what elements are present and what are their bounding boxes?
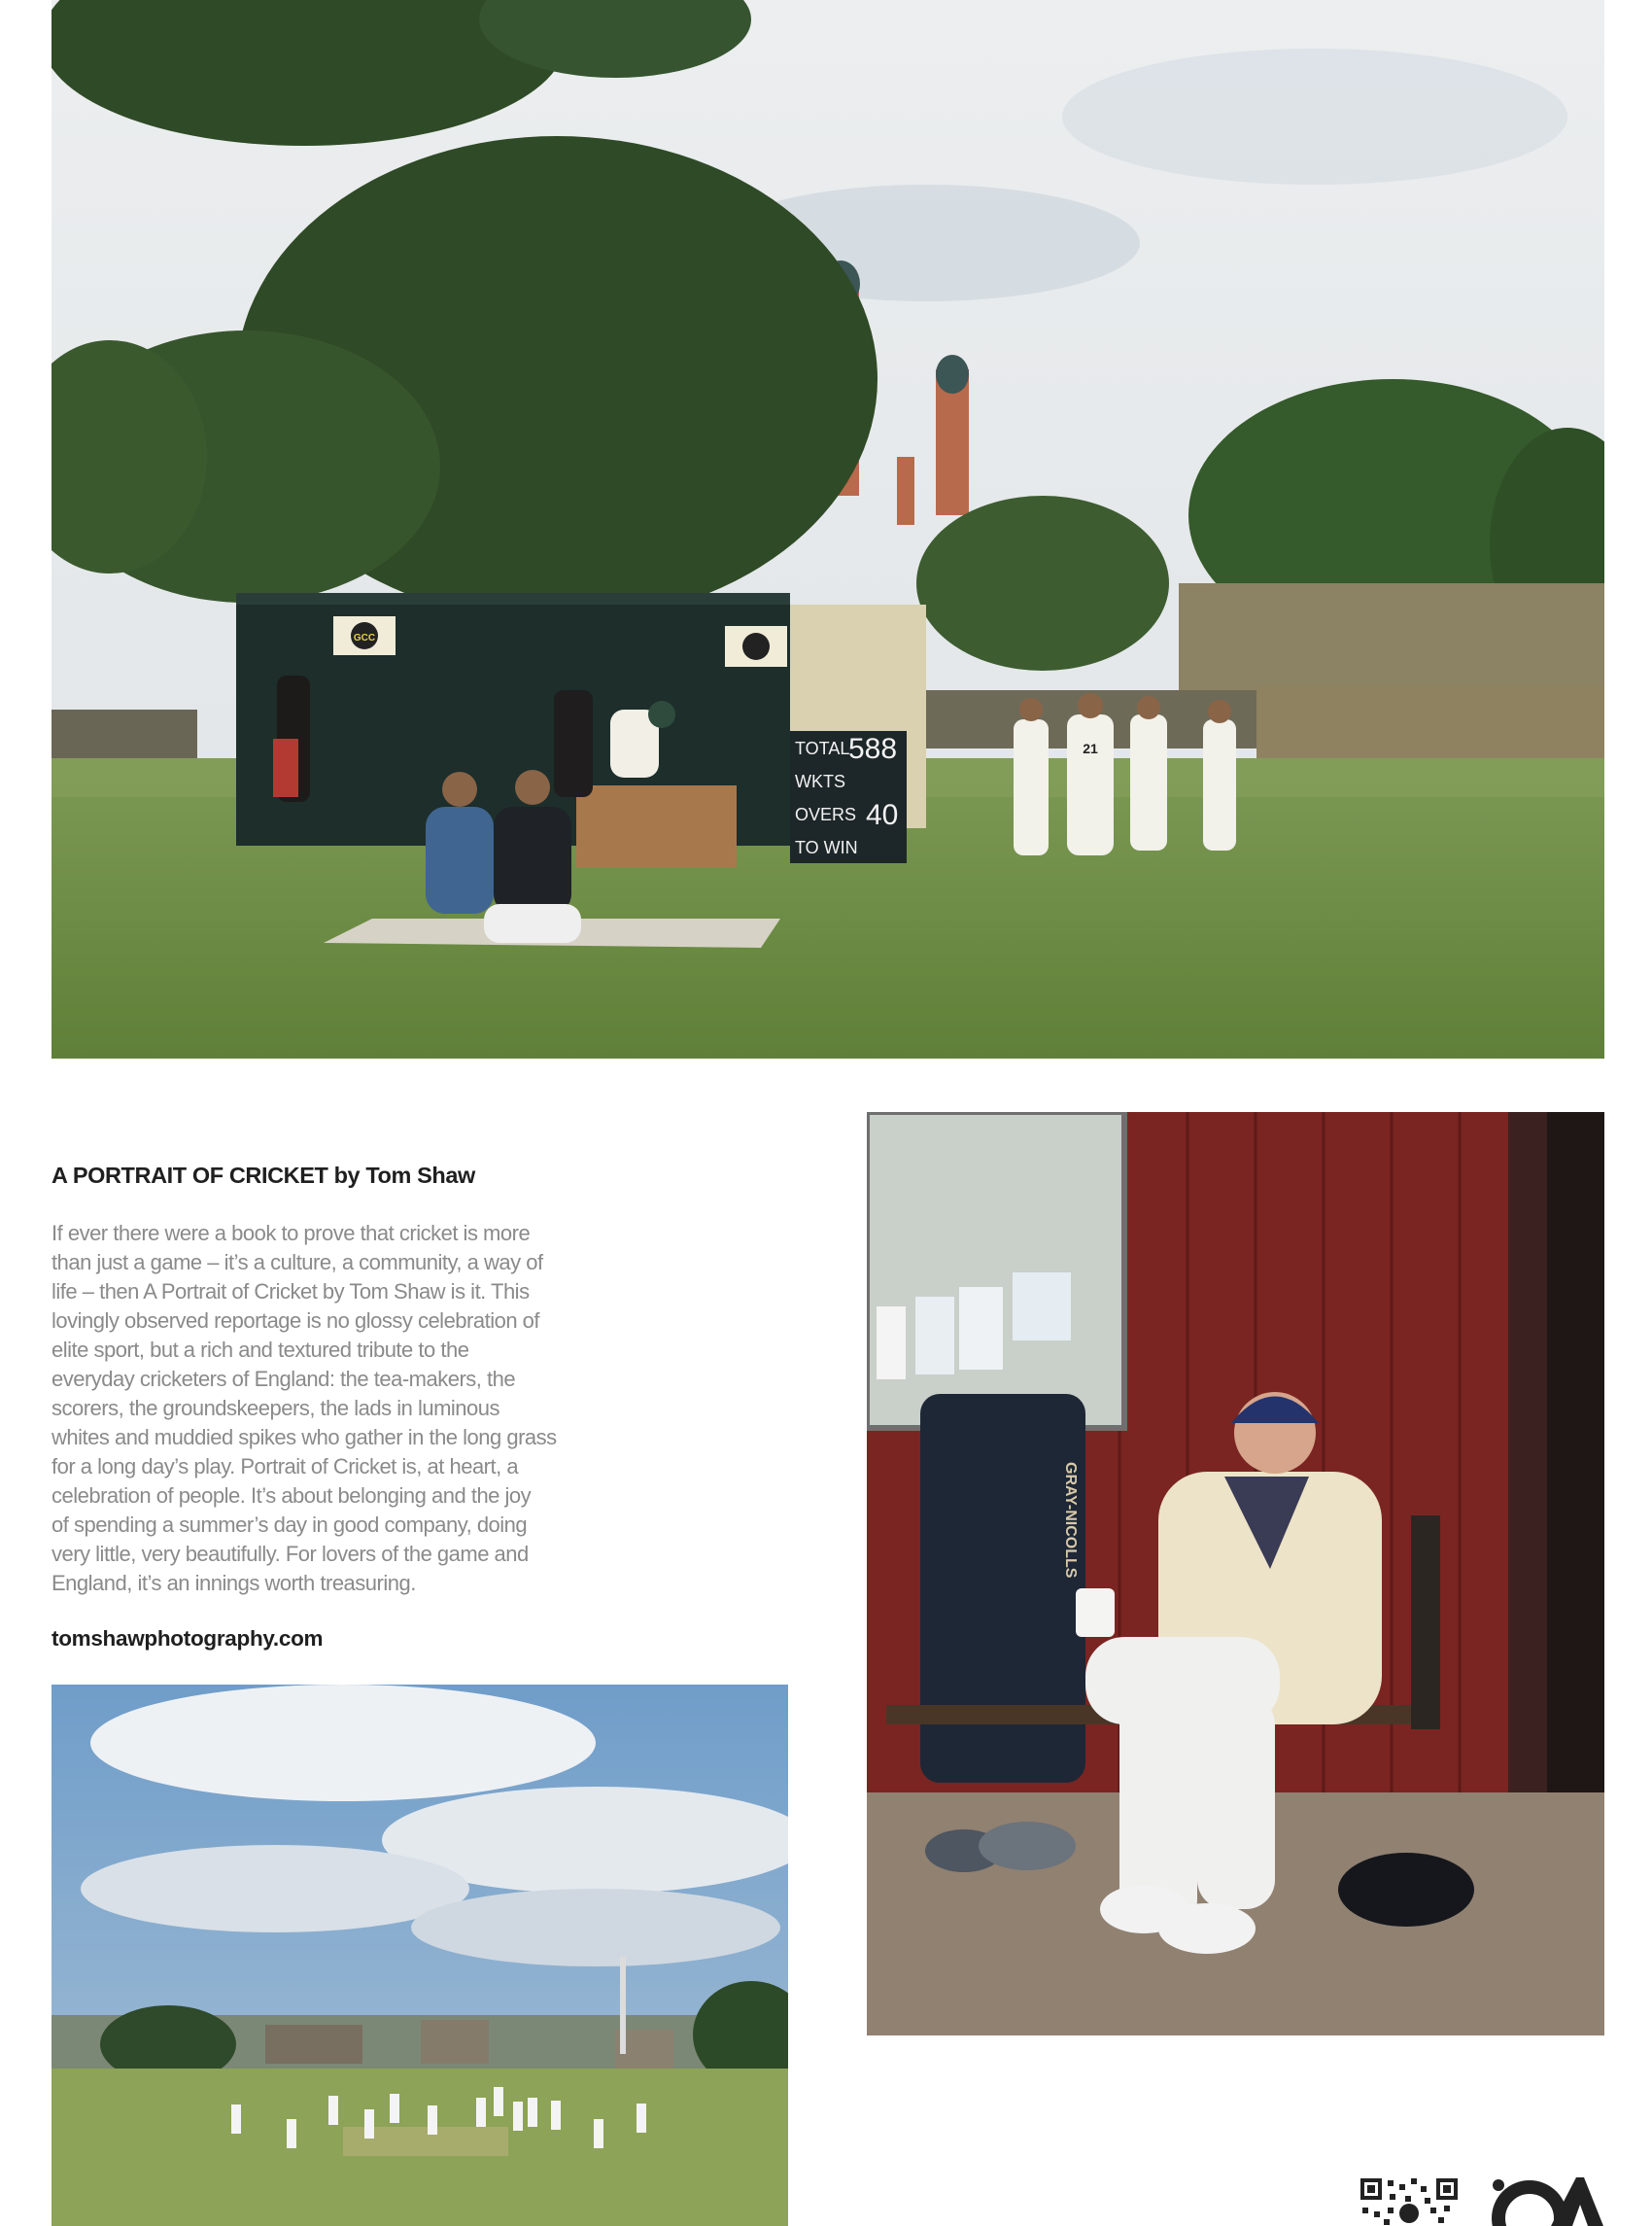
article: [52, 1157, 615, 1654]
article-title: A PORTRAIT OF CRICKET by Tom Shaw: [52, 1163, 475, 1188]
shirt-number: 21: [1083, 741, 1098, 756]
scoreboard-wkts-label: WKTS: [795, 772, 845, 791]
website-link[interactable]: tomshawphotography.com: [52, 1626, 324, 1651]
portrait-photo: [867, 1112, 1604, 2035]
scoreboard-total-value: 588: [848, 733, 898, 765]
article-body: If ever there were a book to prove that cricket is more than just a game – it’s a culture, a community, a way of life – then A Portrait of Cricket by Tom Shaw is it. This lovingly observed reportage is no glossy celebration of elite sport, but a rich and textured tribute to the everyday cricketers of England: the tea-makers, the scorers, the groundskeepers, the lads in luminous whites and muddied spikes who gather in the long grass for a long day’s play. Portrait of Cricket is, at heart, a celebration of people. It’s about belonging and the joy of spending a summer’s day in good company, doing very little, very beautifully. For lovers of the game and England, it’s an innings worth treasuring.: [52, 1221, 557, 1595]
scoreboard-to-win-label: TO WIN: [795, 838, 858, 857]
publisher-logo: [1491, 2177, 1603, 2226]
club-badge-text: GCC: [353, 633, 376, 643]
qr-code[interactable]: [1360, 2178, 1458, 2226]
bag-brand-text: GRAY-NICOLLS: [1062, 1462, 1079, 1579]
hero-photo: [52, 0, 1604, 1059]
field-photo: [52, 1685, 788, 2226]
scoreboard-total-label: TOTAL: [795, 739, 850, 758]
scoreboard-overs-value: 40: [866, 799, 899, 831]
scoreboard-overs-label: OVERS: [795, 805, 857, 824]
